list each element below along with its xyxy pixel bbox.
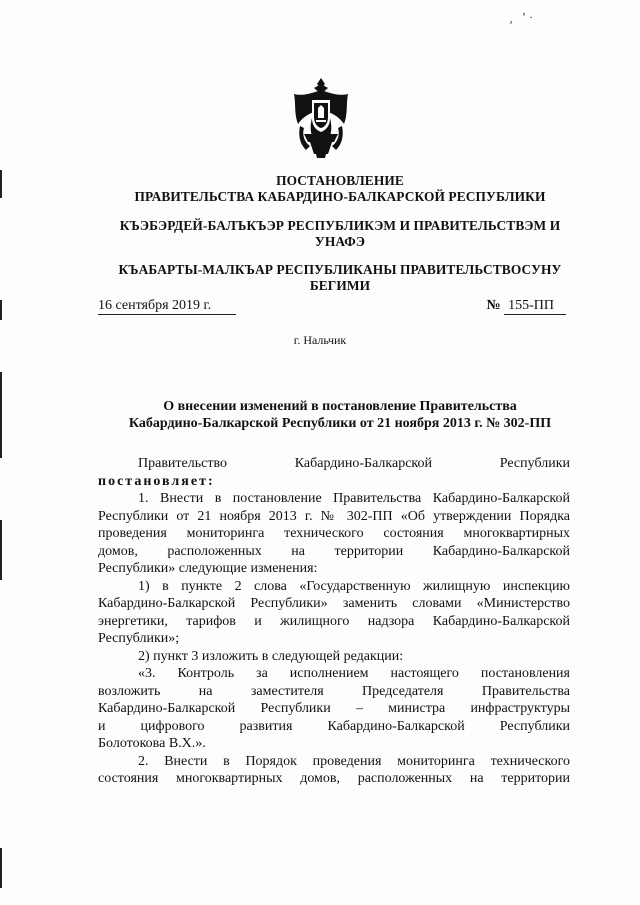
document-body xyxy=(98,455,570,788)
paragraph-line: 2. Внести в Порядок проведения мониторинга технического xyxy=(138,753,570,769)
paragraph-4 xyxy=(98,665,570,753)
document-number xyxy=(487,298,566,315)
intro-line: Правительство Кабардино-Балкарской Республики xyxy=(138,456,570,471)
paragraph-1 xyxy=(98,490,570,578)
header-block-1 xyxy=(60,173,620,205)
paragraph-line: Кабардино-Балкарской Республики» заменить словами «Министерство xyxy=(98,596,570,611)
header-balkar-cont: БЕГИМИ xyxy=(309,278,371,293)
title-line-1: О внесении изменений в постановление Правительства xyxy=(163,399,517,414)
document-number-value: 155-ПП xyxy=(504,298,566,315)
header-kabardian: КЪЭБЭРДЕЙ-БАЛЪКЪЭР РЕСПУБЛИКЭМ И ПРАВИТЕЛЬСТВЭМ И xyxy=(119,218,561,233)
title-line-2: Кабардино-Балкарской Республики от 21 ноября 2013 г. № 302-ПП xyxy=(128,416,552,431)
scan-edge-mark xyxy=(0,848,2,888)
scan-edge-mark xyxy=(0,300,2,320)
document-date-value: 16 сентября 2019 г. xyxy=(98,298,236,315)
header-kabardian-cont: УНАФЭ xyxy=(314,234,366,249)
document-date xyxy=(98,298,236,315)
paragraph-line: энергетики, тарифов и жилищного надзора Кабардино-Балкарской xyxy=(98,613,570,629)
paragraph-5 xyxy=(98,753,570,788)
paragraph-line: Кабардино-Балкарской Республики – министра инфраструктуры xyxy=(98,701,570,716)
resolves-line xyxy=(98,473,570,491)
date-number-row xyxy=(98,298,566,318)
header-block-2 xyxy=(60,218,620,250)
city: г. Нальчик xyxy=(293,333,347,347)
coat-of-arms-icon xyxy=(292,78,350,160)
header-government: ПРАВИТЕЛЬСТВА КАБАРДИНО-БАЛКАРСКОЙ РЕСПУБЛИКИ xyxy=(134,189,546,204)
paragraph-line: и цифрового развития Кабардино-Балкарской Республики xyxy=(98,718,570,734)
paragraph-line: «3. Контроль за исполнением настоящего постановления xyxy=(138,666,570,681)
paragraph-line: Болотокова В.Х.». xyxy=(98,736,206,751)
scan-edge-mark xyxy=(0,520,2,580)
paragraph-line: 2) пункт 3 изложить в следующей редакции: xyxy=(138,648,404,664)
paragraph-line: 1. Внести в постановление Правительства Кабардино-Балкарской xyxy=(138,491,570,506)
paragraph-line: Республики» следующие изменения: xyxy=(98,561,318,576)
paragraph-3 xyxy=(98,648,570,666)
paragraph-line: возложить на заместителя Председателя Правительства xyxy=(98,683,570,699)
scan-edge-mark xyxy=(0,170,2,198)
corner-scan-mark: ¸ ʼ· xyxy=(509,10,536,24)
header-block-3 xyxy=(60,262,620,294)
paragraph-line: Республики»; xyxy=(98,631,180,646)
paragraph-line: проведения мониторинга технического состояния многоквартирных xyxy=(98,526,570,541)
scan-edge-mark xyxy=(0,372,2,458)
paragraph-line: Республики от 21 ноября 2013 г. № 302-ПП «Об утверждении Порядка xyxy=(98,508,570,524)
number-sign: № xyxy=(486,298,501,313)
header-title: ПОСТАНОВЛЕНИЕ xyxy=(276,173,404,188)
paragraph-line: состояния многоквартирных домов, расположенных на территории xyxy=(98,771,570,786)
paragraph-line: 1) в пункте 2 слова «Государственную жилищную инспекцию xyxy=(138,578,570,594)
resolves-word: постановляет: xyxy=(98,473,215,489)
header-balkar: КЪАБАРТЫ-МАЛКЪАР РЕСПУБЛИКАНЫ ПРАВИТЕЛЬСТВОСУНУ xyxy=(118,262,562,277)
paragraph-2 xyxy=(98,578,570,648)
paragraph-line: домов, расположенных на территории Кабардино-Балкарской xyxy=(98,543,570,559)
document-title xyxy=(60,398,620,432)
